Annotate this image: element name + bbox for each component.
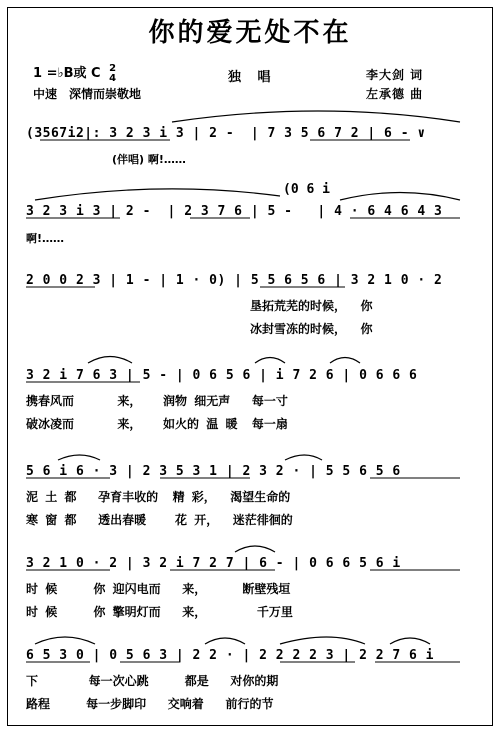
slur xyxy=(172,111,460,122)
lyric-verse-1: 垦拓荒芜的时候， 你 xyxy=(250,299,373,313)
slur xyxy=(340,193,460,201)
performance-type: 独 唱 xyxy=(228,70,277,85)
lyric-verse-1: 携春风而 来， 润物 细无声 每一寸 xyxy=(26,394,288,408)
notes-line: 3 2 3 i 3 | 2 - | 2 3 7 6 | 5 - | 4 · 6 4 6 4 3 xyxy=(26,204,443,219)
composer-credit: 左承德 曲 xyxy=(366,87,424,101)
slur xyxy=(255,358,285,364)
notes-line: 2 0 0 2 3 | 1 - | 1 · 0) | 5 5 6 5 6 | 3 2 1 0 · 2 xyxy=(26,273,443,288)
slur xyxy=(205,638,245,644)
notes-line: 3 2 1 0 · 2 | 3 2 i 7 2 7 | 6 - | 0 6 6 5 6 i xyxy=(26,556,401,571)
tempo-marking: 中速 深情而崇敬地 xyxy=(33,87,142,101)
upper-voice: (0 6 i xyxy=(283,182,330,197)
lyric-verse-2: 破冰凌而 来， 如火的 温 暖 每一扇 xyxy=(26,417,288,431)
slur xyxy=(88,357,132,364)
slur xyxy=(280,637,365,644)
notes-line: 6 5 3 0 | 0 5 6 3 | 2 2 · | 2 2 2 2 3 | 2 2 7 6 i xyxy=(26,648,435,663)
lyric-verse-1: 泥 土 都 孕育丰收的 精 彩， 渴望生命的 xyxy=(26,490,291,504)
lyric-verse-2: 时 候 你 擎明灯而 来， 千万里 xyxy=(26,605,293,619)
slur xyxy=(35,637,95,644)
key-text: 1 =♭B或 C xyxy=(33,66,101,81)
time-bottom: 4 xyxy=(109,72,117,84)
lyric-verse-2: 路程 每一步脚印 交响着 前行的节 xyxy=(26,697,274,711)
time-top: 2 xyxy=(109,62,117,74)
ah-annotation: 啊!…… xyxy=(26,232,65,245)
slur xyxy=(35,189,280,200)
notes-line: 5 6 i 6 · 3 | 2 3 5 3 1 | 2 3 2 · | 5 5 6 5 6 xyxy=(26,464,401,479)
lyric-verse-1: 下 每一次心跳 都是 对你的期 xyxy=(26,674,279,688)
slur xyxy=(285,455,322,460)
lyric-verse-2: 冰封雪冻的时候， 你 xyxy=(250,322,373,336)
lyric-verse-1: 时 候 你 迎闪电而 来， 断壁残垣 xyxy=(26,582,291,596)
slur xyxy=(235,546,275,552)
lyric-verse-2: 寒 窗 都 透出春暖 花 开， 迷茫徘徊的 xyxy=(26,513,293,527)
slur xyxy=(390,638,430,644)
slur xyxy=(330,358,360,364)
notes-line: (3567i2|: 3 2 3 i 3 | 2 - | 7 3 5 6 7 2 | 6 - ∨ xyxy=(26,126,426,141)
lyricist-credit: 李大剑 词 xyxy=(366,68,424,82)
song-title: 你的爱无处不在 xyxy=(148,18,352,48)
notes-line: 3 2 i 7 6 3 | 5 - | 0 6 5 6 | i 7 2 6 | 0 6 6 6 xyxy=(26,368,418,383)
slur xyxy=(58,455,100,460)
chorus-annotation: (伴唱) 啊!…… xyxy=(112,153,186,166)
